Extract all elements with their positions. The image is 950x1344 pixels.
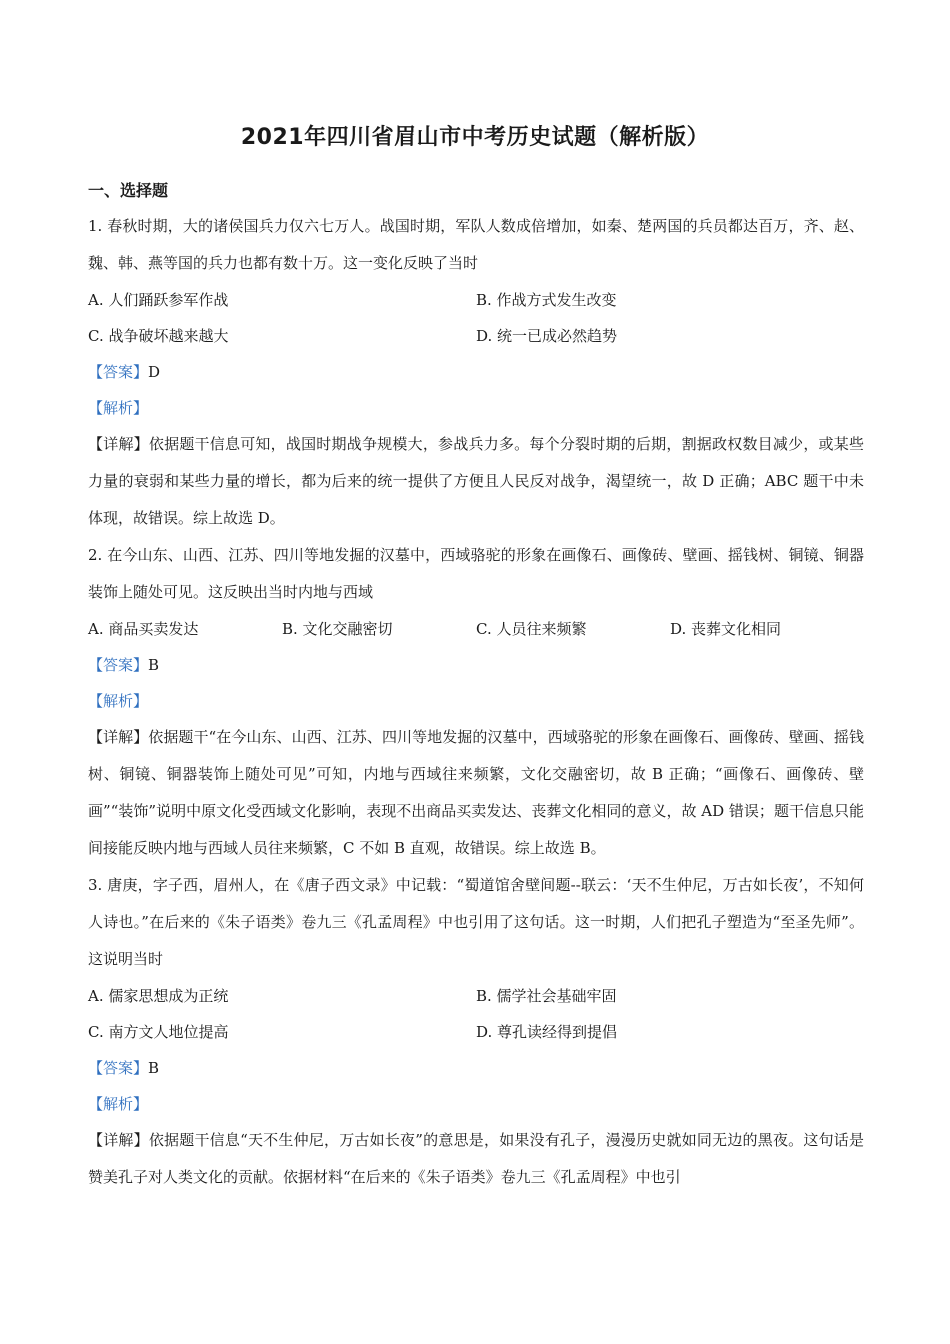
- option: A. 儒家思想成为正统: [88, 987, 229, 1005]
- option: D. 丧葬文化相同: [670, 620, 782, 638]
- option: D. 统一已成必然趋势: [476, 327, 618, 345]
- answer-value: D: [148, 363, 161, 381]
- answer-tag: 【答案】: [88, 1059, 149, 1077]
- option-list: [88, 978, 864, 1050]
- detail-text: 依据题干“在今山东、山西、江苏、四川等地发掘的汉墓中，西域骆驼的形象在画像石、画像砖、壁画、摇钱树、铜镜、铜器装饰上随处可见”可知，内地与西域往来频繁，文化交融密切，故 B 正确；“画像石、画像砖、壁画”“装饰”说明中原文化受西域文化影响，表现不出商品买卖发达、丧葬文化相同的意义，故 AD 错误；题干信息只能间接能反映内地与西域人员往来频繁，C 不如 B 直观，故错误。综上故选 B。: [88, 728, 864, 857]
- option-list: [88, 282, 864, 354]
- answer-value: B: [148, 1059, 160, 1077]
- answer-line: [88, 647, 864, 683]
- detail-paragraph: [88, 426, 864, 537]
- option-list: [88, 611, 864, 647]
- analysis-line: [88, 390, 864, 426]
- analysis-line: [88, 683, 864, 719]
- answer-line: [88, 354, 864, 390]
- analysis-tag: 【解析】: [88, 399, 149, 417]
- option: C. 南方文人地位提高: [88, 1023, 229, 1041]
- question-list: [88, 208, 864, 1196]
- option: D. 尊孔读经得到提倡: [476, 1023, 618, 1041]
- option: A. 商品买卖发达: [88, 620, 199, 638]
- detail-tag: 【详解】: [88, 1131, 149, 1149]
- analysis-line: [88, 1086, 864, 1122]
- question-stem: 1. 春秋时期，大的诸侯国兵力仅六七万人。战国时期，军队人数成倍增加，如秦、楚两国的兵员都达百万，齐、赵、魏、韩、燕等国的兵力也都有数十万。这一变化反映了当时: [88, 217, 864, 272]
- detail-paragraph: [88, 1122, 864, 1196]
- option: C. 战争破坏越来越大: [88, 327, 229, 345]
- answer-line: [88, 1050, 864, 1086]
- option: C. 人员往来频繁: [476, 620, 587, 638]
- analysis-tag: 【解析】: [88, 692, 149, 710]
- detail-paragraph: [88, 719, 864, 867]
- detail-text: 依据题干信息可知，战国时期战争规模大，参战兵力多。每个分裂时期的后期，割据政权数目减少，或某些力量的衰弱和某些力量的增长，都为后来的统一提供了方便且人民反对战争，渴望统一，故 D 正确；ABC 题干中未体现，故错误。综上故选 D。: [88, 435, 864, 527]
- option: A. 人们踊跃参军作战: [88, 291, 229, 309]
- detail-tag: 【详解】: [88, 435, 149, 453]
- page-title: 2021年四川省眉山市中考历史试题（解析版）: [240, 125, 710, 150]
- analysis-tag: 【解析】: [88, 1095, 149, 1113]
- answer-tag: 【答案】: [88, 656, 149, 674]
- detail-text: 依据题干信息“天不生仲尼，万古如长夜”的意思是，如果没有孔子，漫漫历史就如同无边的黑夜。这句话是赞美孔子对人类文化的贡献。依据材料“在后来的《朱子语类》卷九三《孔孟周程》中也引: [88, 1131, 864, 1186]
- question-stem: 2. 在今山东、山西、江苏、四川等地发掘的汉墓中，西域骆驼的形象在画像石、画像砖、壁画、摇钱树、铜镜、铜器装饰上随处可见。这反映出当时内地与西域: [88, 546, 864, 601]
- question-stem: 3. 唐庚，字子西，眉州人，在《唐子西文录》中记载：“蜀道馆舍壁间题--联云：‘天不生仲尼，万古如长夜’，不知何人诗也。”在后来的《朱子语类》卷九三《孔孟周程》中也引用了这句话。这一时期，人们把孔子塑造为“至圣先师”。这说明当时: [88, 876, 864, 968]
- option: B. 作战方式发生改变: [476, 291, 617, 309]
- option: B. 文化交融密切: [282, 620, 393, 638]
- answer-tag: 【答案】: [88, 363, 149, 381]
- option: B. 儒学社会基础牢固: [476, 987, 617, 1005]
- answer-value: B: [148, 656, 160, 674]
- section-heading: 一、选择题: [88, 181, 169, 200]
- detail-tag: 【详解】: [88, 728, 149, 746]
